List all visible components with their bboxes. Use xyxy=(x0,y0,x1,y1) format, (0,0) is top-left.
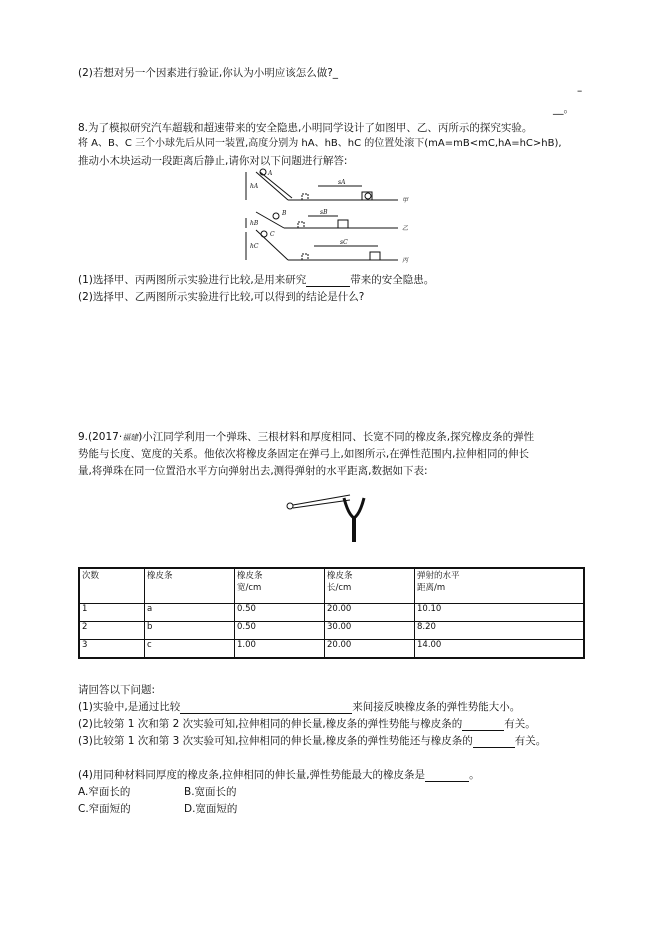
label-yi: 乙 xyxy=(402,225,409,232)
q9-p2-post: 有关。 xyxy=(504,718,536,730)
q9-p3-blank[interactable] xyxy=(473,736,515,748)
option-d[interactable]: D.宽面短的 xyxy=(184,803,238,815)
q9-p3-pre: (3)比较第 1 次和第 3 次实验可知,拉伸相同的伸长量,橡皮条的弹性势能还与橡皮条的 xyxy=(78,735,473,747)
q8-line3: 推动小木块运动一段距离后静止,请你对以下问题进行解答: xyxy=(78,155,348,167)
q9-line3: 量,将弹珠在同一位置沿水平方向弹射出去,测得弹射的水平距离,数据如下表: xyxy=(78,465,428,477)
q9-part3 xyxy=(78,734,546,748)
table-cell: 0.50 xyxy=(235,604,325,622)
q8-part1-post: 带来的安全隐患。 xyxy=(350,274,435,286)
label-b: B xyxy=(282,210,287,217)
q7-tail: __。 xyxy=(553,103,574,115)
header-text: 橡皮条 xyxy=(147,571,173,581)
table-cell: 8.20 xyxy=(415,622,585,640)
table-cell: 1.00 xyxy=(235,640,325,659)
table-cell: c xyxy=(145,640,235,659)
ramp-figure xyxy=(238,168,418,264)
label-bing: 丙 xyxy=(402,257,409,264)
q9-source: 福建 xyxy=(122,433,139,442)
q9-prompt: 请回答以下问题: xyxy=(78,684,156,696)
label-sa: sA xyxy=(338,179,346,186)
header-cell xyxy=(79,568,145,604)
q9-line1 xyxy=(78,430,534,445)
q8-part1 xyxy=(78,273,434,287)
table-cell: 30.00 xyxy=(325,622,415,640)
option-a[interactable]: A.窄面长的 xyxy=(78,786,131,798)
header-text: 橡皮条 xyxy=(237,571,263,581)
q9-p3-post: 有关。 xyxy=(514,735,547,747)
slingshot-fork xyxy=(344,498,364,518)
q8-line1: 8.为了模拟研究汽车超载和超速带来的安全隐患,小明同学设计了如图甲、乙、丙所示的探究实验。 xyxy=(78,122,533,134)
table-cell: b xyxy=(145,622,235,640)
label-jia: 甲 xyxy=(402,197,409,204)
table-cell: 0.50 xyxy=(235,622,325,640)
q9-line1-pre: 9.(2017· xyxy=(78,431,123,443)
q8-line2: 将 A、B、C 三个小球先后从同一装置,高度分别为 hA、hB、hC 的位置处滚下(mA=mB<mC,hA=hC>hB), xyxy=(78,138,562,149)
header-text: 次数 xyxy=(82,571,100,581)
q9-p4-post: 。 xyxy=(469,769,480,781)
q9-p4-pre: (4)用同种材料同厚度的橡皮条,拉伸相同的伸长量,弹性势能最大的橡皮条是 xyxy=(78,769,426,781)
q9-p1-post: 来间接反映橡皮条的弹性势能大小。 xyxy=(352,701,521,713)
label-ha: hA xyxy=(250,183,259,190)
label-c: C xyxy=(270,231,275,238)
slingshot-figure xyxy=(282,486,372,546)
header-text: 距离/m xyxy=(417,583,446,593)
table-row xyxy=(79,622,584,640)
table-row xyxy=(79,604,584,622)
q9-part2 xyxy=(78,717,536,731)
option-b[interactable]: B.宽面长的 xyxy=(184,786,237,798)
q9-part4 xyxy=(78,768,480,782)
ball-b xyxy=(273,213,279,219)
label-sc: sC xyxy=(340,239,348,246)
block-start-b xyxy=(298,222,304,228)
marble xyxy=(287,503,293,509)
label-hc: hC xyxy=(250,243,259,250)
label-hb: hB xyxy=(250,220,259,227)
table-cell: 2 xyxy=(79,622,145,640)
q9-line2: 势能与长度、宽度的关系。他依次将橡皮条固定在弹弓上,如图所示,在弹性范围内,拉伸相同的伸长 xyxy=(78,448,530,460)
q9-p1-blank[interactable] xyxy=(180,702,352,714)
header-text: 宽/cm xyxy=(237,583,262,593)
header-cell xyxy=(325,568,415,604)
q9-part1 xyxy=(78,700,520,714)
block-end-c xyxy=(370,252,380,260)
header-cell xyxy=(145,568,235,604)
header-text: 橡皮条 xyxy=(327,571,353,581)
q7-part2 xyxy=(78,66,338,80)
q8-part1-blank[interactable] xyxy=(306,275,350,287)
ramp-b xyxy=(256,212,284,228)
header-text: 长/cm xyxy=(327,583,352,593)
q8-part2: (2)选择甲、乙两图所示实验进行比较,可以得到的结论是什么? xyxy=(78,291,365,303)
q9-p4-blank[interactable] xyxy=(425,770,469,782)
option-c[interactable]: C.窄面短的 xyxy=(78,803,131,815)
label-sb: sB xyxy=(320,209,328,216)
table-cell: 1 xyxy=(79,604,145,622)
block-end-b xyxy=(338,220,348,228)
table-row xyxy=(79,640,584,659)
block-start-c xyxy=(302,254,308,260)
table-cell: 3 xyxy=(79,640,145,659)
table-header-row xyxy=(79,568,584,604)
q8-part1-pre: (1)选择甲、丙两图所示实验进行比较,是用来研究 xyxy=(78,274,307,286)
q9-p2-pre: (2)比较第 1 次和第 2 次实验可知,拉伸相同的伸长量,橡皮条的弹性势能与橡皮条的 xyxy=(78,718,463,730)
ball-c xyxy=(261,231,267,237)
q7-dash: – xyxy=(577,85,583,97)
header-cell xyxy=(415,568,585,604)
q7-part2-text: (2)若想对另一个因素进行验证,你认为小明应该怎么做?_ xyxy=(78,67,339,79)
table-cell: a xyxy=(145,604,235,622)
q9-line1-post: )小江同学利用一个弹珠、三根材料和厚度相同、长宽不同的橡皮条,探究橡皮条的弹性 xyxy=(138,431,535,443)
table-cell: 20.00 xyxy=(325,604,415,622)
label-a: A xyxy=(268,170,273,177)
header-cell xyxy=(235,568,325,604)
rubber-band-table xyxy=(78,567,585,659)
table-cell: 20.00 xyxy=(325,640,415,659)
q9-p1-pre: (1)实验中,是通过比较 xyxy=(78,701,181,713)
block-start-a xyxy=(302,194,308,200)
table-cell: 14.00 xyxy=(415,640,585,659)
q9-p2-blank[interactable] xyxy=(462,719,504,731)
table-cell: 10.10 xyxy=(415,604,585,622)
header-text: 弹射的水平 xyxy=(417,571,460,581)
